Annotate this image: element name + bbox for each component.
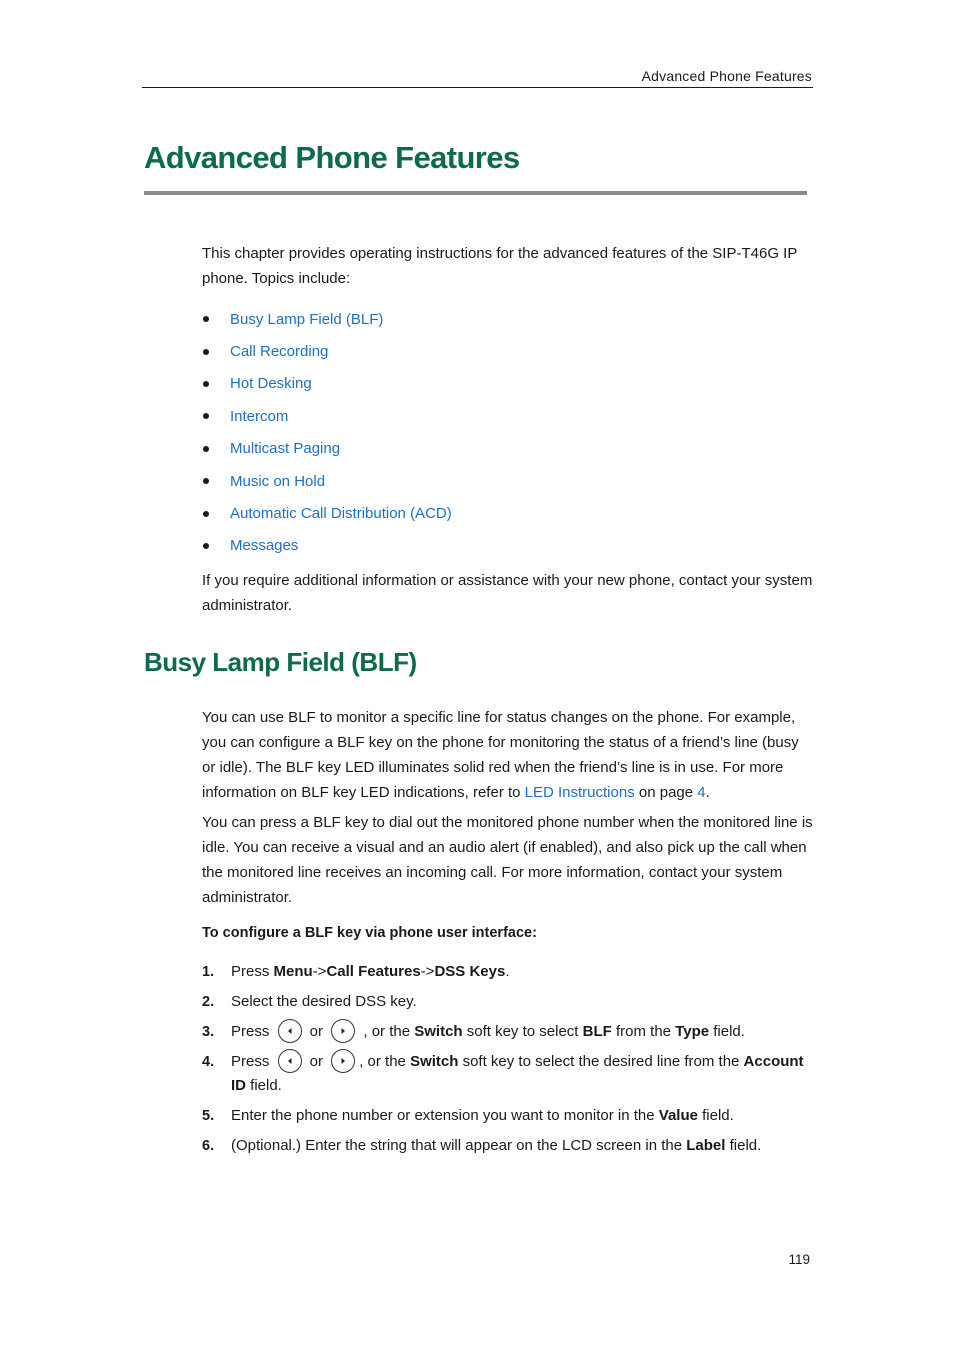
step-number: 4. [202, 1054, 215, 1071]
step-3 [202, 1020, 814, 1044]
step-number: 2. [202, 994, 215, 1010]
chapter-title: Advanced Phone Features [144, 140, 520, 175]
value-term: Value [658, 1107, 698, 1125]
step-text: Enter the phone number or extension you want to monitor in the [231, 1107, 659, 1125]
step-number: 3. [202, 1024, 215, 1040]
chapter-intro: This chapter provides operating instructions for the advanced features of the SIP-T46G IP phone. Topics include: [202, 245, 798, 287]
list-item [202, 400, 452, 432]
step-text: . [505, 963, 510, 980]
switch-term: Switch [410, 1053, 459, 1071]
step-text: or [305, 1023, 328, 1040]
topic-link-multicast-paging[interactable]: Multicast Paging [230, 440, 341, 458]
step-5 [202, 1104, 814, 1128]
blf-p1-mid: on page [634, 784, 698, 801]
step-text: Press [231, 963, 274, 980]
bullet-icon [203, 349, 209, 355]
step-text: or [305, 1053, 328, 1071]
menu-term: Menu [273, 963, 313, 980]
step-4 [202, 1050, 814, 1098]
step-text: , or the [359, 1053, 411, 1071]
topic-link-intercom[interactable]: Intercom [230, 407, 289, 425]
led-instructions-link[interactable]: LED Instructions [524, 784, 635, 801]
list-item [202, 530, 452, 562]
step-text: field. [709, 1023, 745, 1040]
nav-right-key-icon [331, 1049, 355, 1073]
topic-link-call-recording[interactable]: Call Recording [230, 343, 329, 361]
step-text: from the [611, 1023, 676, 1040]
step-text: Press [231, 1053, 274, 1071]
header-rule [142, 87, 813, 88]
bullet-icon [203, 381, 209, 387]
nav-right-key-icon [331, 1019, 355, 1043]
list-item [202, 465, 452, 497]
section-title-blf: Busy Lamp Field (BLF) [144, 647, 417, 677]
bullet-icon [203, 511, 209, 517]
procedure-heading: To configure a BLF key via phone user interface: [202, 925, 537, 941]
blf-paragraph-2: You can press a BLF key to dial out the monitored phone number when the monitored line is idle. You can receive a visual and an audio alert (if enabled), and also pick up the call when the monitored line receives an incoming call. For more information, contact your system administrator. [202, 814, 813, 906]
step-text: field. [697, 1107, 734, 1125]
topic-link-hot-desking[interactable]: Hot Desking [230, 375, 312, 393]
running-header: Advanced Phone Features [641, 68, 812, 84]
list-item [202, 335, 452, 367]
step-2 [202, 990, 814, 1014]
list-item [202, 497, 452, 529]
step-text: Select the desired DSS key. [231, 993, 417, 1010]
step-1 [202, 960, 814, 984]
account-id-term: Account ID [231, 1053, 804, 1095]
step-text: (Optional.) Enter the string that will appear on the LCD screen in the [231, 1137, 687, 1155]
nav-left-key-icon [278, 1049, 302, 1073]
step-6 [202, 1134, 814, 1158]
title-rule [144, 191, 807, 195]
bullet-icon [203, 478, 209, 484]
topic-link-messages[interactable]: Messages [230, 537, 299, 555]
step-text: soft key to select the desired line from the [458, 1053, 744, 1071]
chapter-outro: If you require additional information or assistance with your new phone, contact your system administrator. [202, 572, 813, 614]
list-item [202, 433, 452, 465]
step-text: -> [312, 963, 327, 980]
procedure-steps [202, 960, 814, 1158]
bullet-icon [203, 543, 209, 549]
topic-link-music-on-hold[interactable]: Music on Hold [230, 472, 326, 490]
step-text: , or the [359, 1023, 415, 1040]
dss-keys-term: DSS Keys [434, 963, 506, 980]
bullet-icon [203, 316, 209, 322]
page-ref-link[interactable]: 4 [697, 784, 706, 801]
list-item [202, 368, 452, 400]
switch-term: Switch [414, 1023, 463, 1040]
topic-link-acd[interactable]: Automatic Call Distribution (ACD) [230, 505, 452, 523]
step-text: soft key to select [462, 1023, 583, 1040]
step-text: field. [725, 1137, 762, 1155]
step-number: 1. [202, 964, 215, 980]
type-term: Type [675, 1023, 710, 1040]
bullet-icon [203, 446, 209, 452]
blf-p1-end: . [705, 784, 710, 801]
topic-link-blf[interactable]: Busy Lamp Field (BLF) [230, 310, 384, 328]
step-text: field. [246, 1077, 282, 1095]
blf-p1-text: You can use BLF to monitor a specific line for status changes on the phone. For example, you can configure a BLF key on the phone for monitoring the status of a friend’s line (busy or idle). The BLF key LED illuminates solid red when the friend’s line is in use. For more information on BLF key LED indications, refer to [202, 709, 799, 801]
step-number: 6. [202, 1138, 215, 1155]
blf-term: BLF [582, 1023, 612, 1040]
step-number: 5. [202, 1108, 215, 1125]
list-item [202, 303, 452, 335]
nav-left-key-icon [278, 1019, 302, 1043]
blf-paragraph-1 [202, 705, 814, 805]
page-number: 119 [788, 1252, 810, 1267]
step-text: -> [420, 963, 435, 980]
bullet-icon [203, 413, 209, 419]
topic-list [202, 303, 452, 562]
label-term: Label [686, 1137, 726, 1155]
call-features-term: Call Features [326, 963, 421, 980]
step-text: Press [231, 1023, 274, 1040]
